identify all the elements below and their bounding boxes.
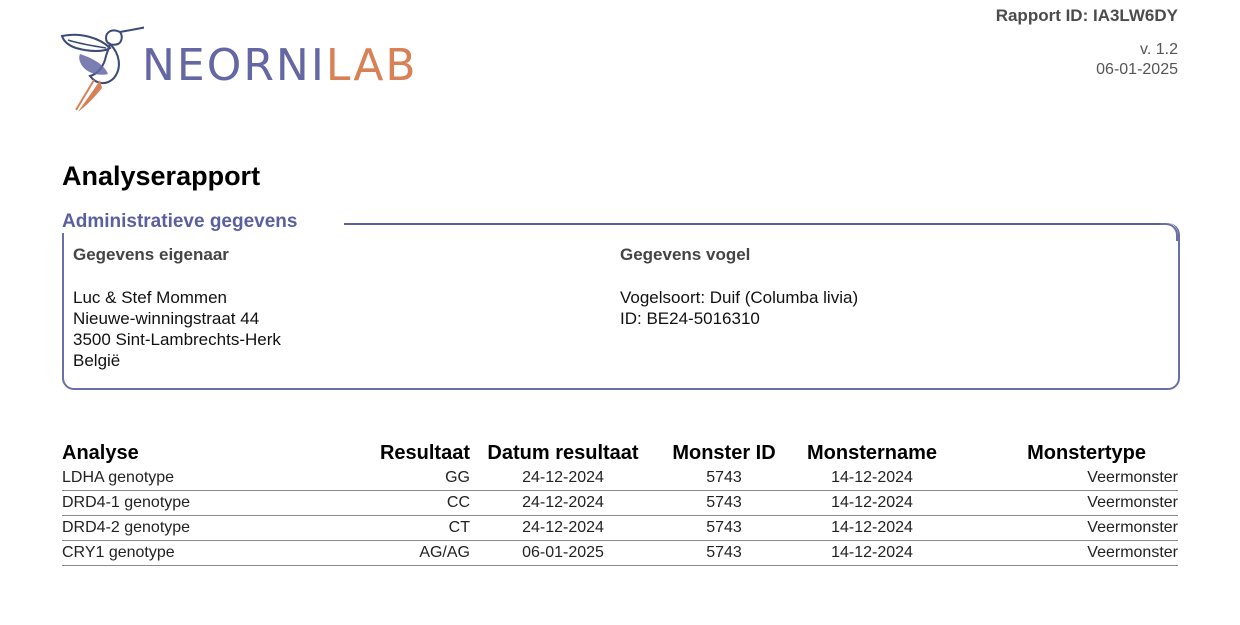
column-header-monster-id: Monster ID bbox=[672, 441, 776, 464]
cell-analyse: DRD4-2 genotype bbox=[62, 516, 312, 541]
cell-resultaat: CT bbox=[312, 516, 470, 541]
table-row bbox=[62, 491, 1178, 516]
cell-monstertype: Veermonster bbox=[952, 491, 1178, 516]
column-header-resultaat: Resultaat bbox=[379, 441, 470, 464]
column-header-monstername: Monstername bbox=[806, 441, 938, 464]
cell-analyse: LDHA genotype bbox=[62, 466, 312, 491]
owner-details bbox=[73, 245, 281, 371]
logo-text-lab: LAB bbox=[325, 40, 418, 91]
report-meta bbox=[996, 6, 1178, 80]
cell-monstertype: Veermonster bbox=[952, 541, 1178, 566]
cell-resultaat: AG/AG bbox=[312, 541, 470, 566]
owner-line: België bbox=[73, 351, 121, 370]
table-header-row bbox=[62, 440, 1178, 466]
table-row bbox=[62, 466, 1178, 491]
cell-monstername: 14-12-2024 bbox=[792, 491, 952, 516]
cell-monstertype: Veermonster bbox=[952, 516, 1178, 541]
cell-monster-id: 5743 bbox=[656, 466, 792, 491]
report-id: Rapport ID: IA3LW6DY bbox=[995, 6, 1178, 25]
owner-line: Nieuwe-winningstraat 44 bbox=[73, 309, 260, 328]
table-row bbox=[62, 541, 1178, 566]
logo-text-neorni: NEORNI bbox=[142, 40, 326, 91]
cell-resultaat: GG bbox=[312, 466, 470, 491]
cell-monstertype: Veermonster bbox=[952, 466, 1178, 491]
cell-analyse: CRY1 genotype bbox=[62, 541, 312, 566]
cell-datum: 06-01-2025 bbox=[470, 541, 656, 566]
cell-analyse: DRD4-1 genotype bbox=[62, 491, 312, 516]
section-divider bbox=[344, 223, 1160, 225]
table-row bbox=[62, 516, 1178, 541]
hummingbird-icon bbox=[60, 24, 144, 116]
column-header-datum: Datum resultaat bbox=[487, 441, 639, 464]
cell-monstername: 14-12-2024 bbox=[792, 466, 952, 491]
report-version: v. 1.2 bbox=[1140, 41, 1178, 58]
cell-datum: 24-12-2024 bbox=[470, 491, 656, 516]
cell-monstername: 14-12-2024 bbox=[792, 541, 952, 566]
results-table bbox=[62, 440, 1178, 566]
cell-monstername: 14-12-2024 bbox=[792, 516, 952, 541]
bird-line: ID: BE24-5016310 bbox=[620, 309, 760, 328]
column-header-analyse: Analyse bbox=[62, 441, 139, 464]
report-date: 06-01-2025 bbox=[1096, 61, 1178, 78]
company-logo bbox=[60, 24, 418, 116]
owner-line: 3500 Sint-Lambrechts-Herk bbox=[73, 330, 281, 349]
page-title: Analyserapport bbox=[62, 161, 261, 191]
column-header-monstertype: Monstertype bbox=[1027, 441, 1146, 464]
bird-line: Vogelsoort: Duif (Columba livia) bbox=[620, 288, 859, 307]
cell-monster-id: 5743 bbox=[656, 541, 792, 566]
section-title-admin: Administratieve gegevens bbox=[62, 211, 301, 233]
cell-datum: 24-12-2024 bbox=[470, 466, 656, 491]
cell-monster-id: 5743 bbox=[656, 491, 792, 516]
cell-datum: 24-12-2024 bbox=[470, 516, 656, 541]
cell-resultaat: CC bbox=[312, 491, 470, 516]
cell-monster-id: 5743 bbox=[656, 516, 792, 541]
bird-details bbox=[620, 245, 858, 329]
bird-heading: Gegevens vogel bbox=[620, 245, 751, 264]
owner-line: Luc & Stef Mommen bbox=[73, 288, 228, 307]
owner-heading: Gegevens eigenaar bbox=[73, 245, 229, 264]
